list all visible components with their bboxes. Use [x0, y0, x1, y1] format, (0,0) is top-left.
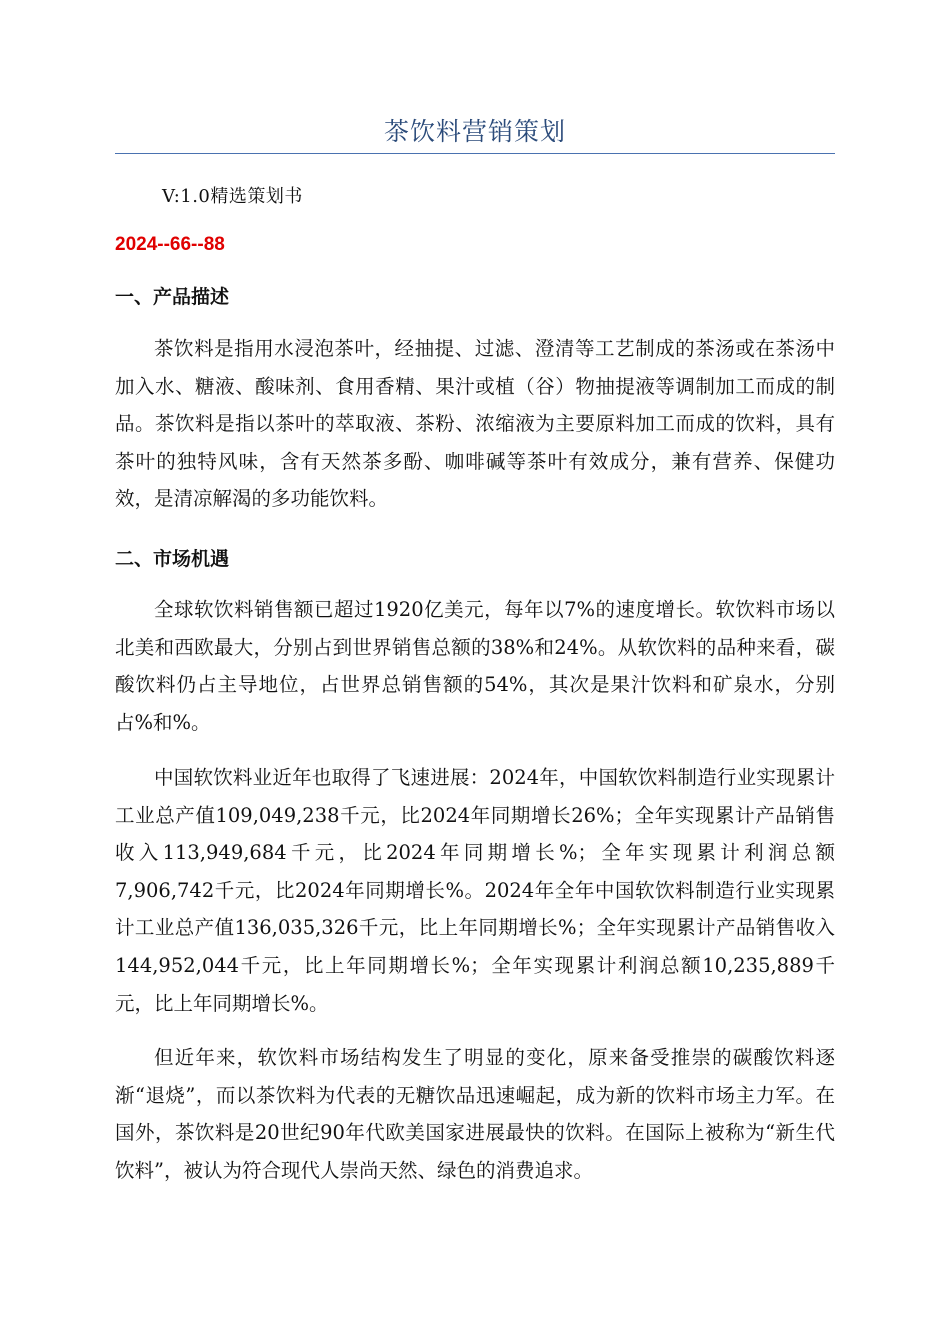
paragraph-china-market: 中国软饮料业近年也取得了飞速进展：2024年，中国软饮料制造行业实现累计工业总产值109,049,238千元，比2024年同期增长26%；全年实现累计产品销售收入113,949,684千元，比2024年同期增长%；全年实现累计利润总额7,906,742千元，比2024年同期增长%。2024年全年中国软饮料制造行业实现累计工业总产值136,035,326千元，比上年同期增长%；全年实现累计产品销售收入144,952,044千元，比上年同期增长%；全年实现累计利润总额10,235,889千元，比上年同期增长%。 [115, 766, 835, 1015]
section-heading-product-description: 一、产品描述 [115, 286, 230, 308]
paragraph-market-shift: 但近年来，软饮料市场结构发生了明显的变化，原来备受推崇的碳酸饮料逐渐“退烧”，而以茶饮料为代表的无糖饮品迅速崛起，成为新的饮料市场主力军。在国外，茶饮料是20世纪90年代欧美国家进展最快的饮料。在国际上被称为“新生代饮料”，被认为符合现代人崇尚天然、绿色的消费追求。 [115, 1046, 835, 1182]
document-title: 茶饮料营销策划 [383, 117, 566, 146]
title-underline [115, 153, 835, 154]
paragraph-product-description: 茶饮料是指用水浸泡茶叶，经抽提、过滤、澄清等工艺制成的茶汤或在茶汤中加入水、糖液、酸味剂、食用香精、果汁或植（谷）物抽提液等调制加工而成的制品。茶饮料是指以茶叶的萃取液、茶粉、浓缩液为主要原料加工而成的饮料，具有茶叶的独特风味，含有天然茶多酚、咖啡碱等茶叶有效成分，兼有营养、保健功效，是清凉解渴的多功能饮料。 [115, 337, 835, 511]
section-heading-market-opportunity: 二、市场机遇 [115, 548, 230, 570]
document-date: 2024--66--88 [115, 234, 225, 255]
paragraph-global-market: 全球软饮料销售额已超过1920亿美元，每年以7%的速度增长。软饮料市场以北美和西欧最大，分别占到世界销售总额的38%和24%。从软饮料的品种来看，碳酸饮料仍占主导地位，占世界总销售额的54%，其次是果汁饮料和矿泉水，分别占%和%。 [115, 598, 835, 734]
version-label: V:1.0精选策划书 [162, 186, 303, 207]
